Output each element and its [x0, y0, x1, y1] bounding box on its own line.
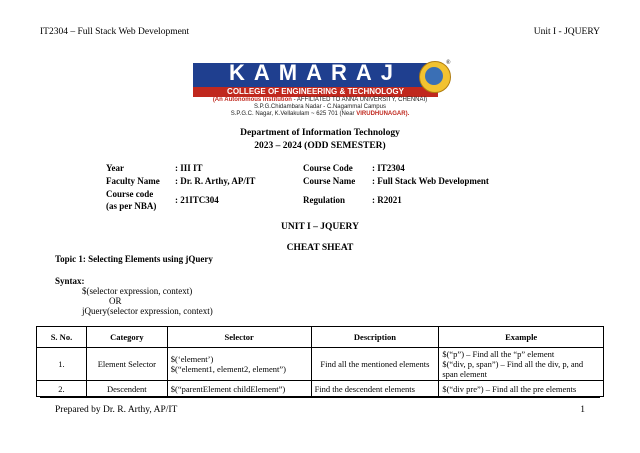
course-name-label: Course Name: [303, 176, 356, 186]
selector-line: $(“element1, element2, element”): [170, 364, 286, 374]
cell-sno: 1.: [37, 348, 87, 381]
cell-category: Element Selector: [86, 348, 167, 381]
course-code-label: Course Code: [303, 163, 353, 173]
semester-title: 2023 – 2024 (ODD SEMESTER): [254, 141, 386, 151]
col-header-category: Category: [86, 327, 167, 348]
regulation-label: Regulation: [303, 195, 346, 205]
year-value: : III IT: [175, 163, 203, 173]
department-title: Department of Information Technology: [240, 128, 400, 138]
faculty-value: : Dr. R. Arthy, AP/IT: [175, 176, 256, 186]
header-unit-title: Unit I - JQUERY: [533, 27, 600, 37]
syntax-line-2: jQuery(selector expression, context): [82, 306, 213, 316]
cheat-sheet-title: CHEAT SHEAT: [286, 243, 354, 253]
selector-line: $(‘element’): [170, 354, 214, 364]
footer-prepared-by: Prepared by Dr. R. Arthy, AP/IT: [55, 405, 178, 415]
logo-subtext: [190, 97, 450, 118]
regulation-value: : R2021: [372, 195, 402, 205]
cell-selector: [167, 348, 311, 381]
footer-page-number: 1: [580, 405, 585, 415]
cell-category: Descendent: [86, 381, 167, 397]
nba-code-label-1: Course code: [106, 189, 154, 199]
col-header-description: Description: [311, 327, 439, 348]
header-course-title: IT2304 – Full Stack Web Development: [40, 27, 190, 37]
logo-college-name: COLLEGE OF ENGINEERING & TECHNOLOGY: [193, 87, 438, 97]
unit-title: UNIT I – JQUERY: [281, 222, 359, 232]
emblem-inner-icon: [425, 67, 443, 85]
syntax-label: Syntax:: [55, 276, 85, 286]
campus-text: S.P.G.Chidambara Nadar - C.Nagammal Campus: [254, 104, 386, 110]
affiliated-text: - AFFILIATED TO ANNA UNIVERSITY, CHENNAI): [291, 97, 428, 103]
table-row: [37, 348, 604, 381]
col-header-selector: Selector: [167, 327, 311, 348]
faculty-label: Faculty Name: [106, 176, 160, 186]
syntax-line-1: $(selector expression, context): [82, 286, 193, 296]
course-name-value: : Full Stack Web Development: [372, 176, 489, 186]
cell-description: Find all the mentioned elements: [311, 348, 439, 381]
col-header-sno: S. No.: [37, 327, 87, 348]
cell-description: Find the descendent elements: [311, 381, 439, 397]
footer-divider: [40, 397, 600, 398]
topic-title: Topic 1: Selecting Elements using jQuery: [55, 254, 213, 264]
cell-example: $(“div pre”) – Find all the pre elements: [439, 381, 604, 397]
cell-selector: $(“parentElement childElement”): [167, 381, 311, 397]
cell-sno: 2.: [37, 381, 87, 397]
city-text: VIRUDHUNAGAR).: [356, 111, 410, 117]
nba-code-label-2: (as per NBA): [106, 201, 157, 211]
logo-name: KAMARAJ: [229, 60, 402, 85]
year-label: Year: [106, 163, 124, 173]
syntax-or: OR: [109, 296, 122, 306]
cell-example: [439, 348, 604, 381]
example-line: $(“p”) – Find all the “p” element: [442, 349, 555, 359]
example-line: $(“div, p, span”) – Find all the div, p, and span element: [442, 359, 584, 379]
course-code-value: : IT2304: [372, 163, 405, 173]
table-header-row: [37, 327, 604, 348]
registered-mark: ®: [446, 60, 451, 66]
nba-code-value: : 21ITC304: [175, 195, 219, 205]
address-text: S.P.G.C. Nagar, K.Vellakulam ~ 625 701 (Near: [230, 111, 355, 117]
col-header-example: Example: [439, 327, 604, 348]
autonomous-text: (An Autonomous Institution: [212, 97, 292, 103]
table-row: [37, 381, 604, 397]
cheat-sheet-table: [36, 326, 604, 397]
